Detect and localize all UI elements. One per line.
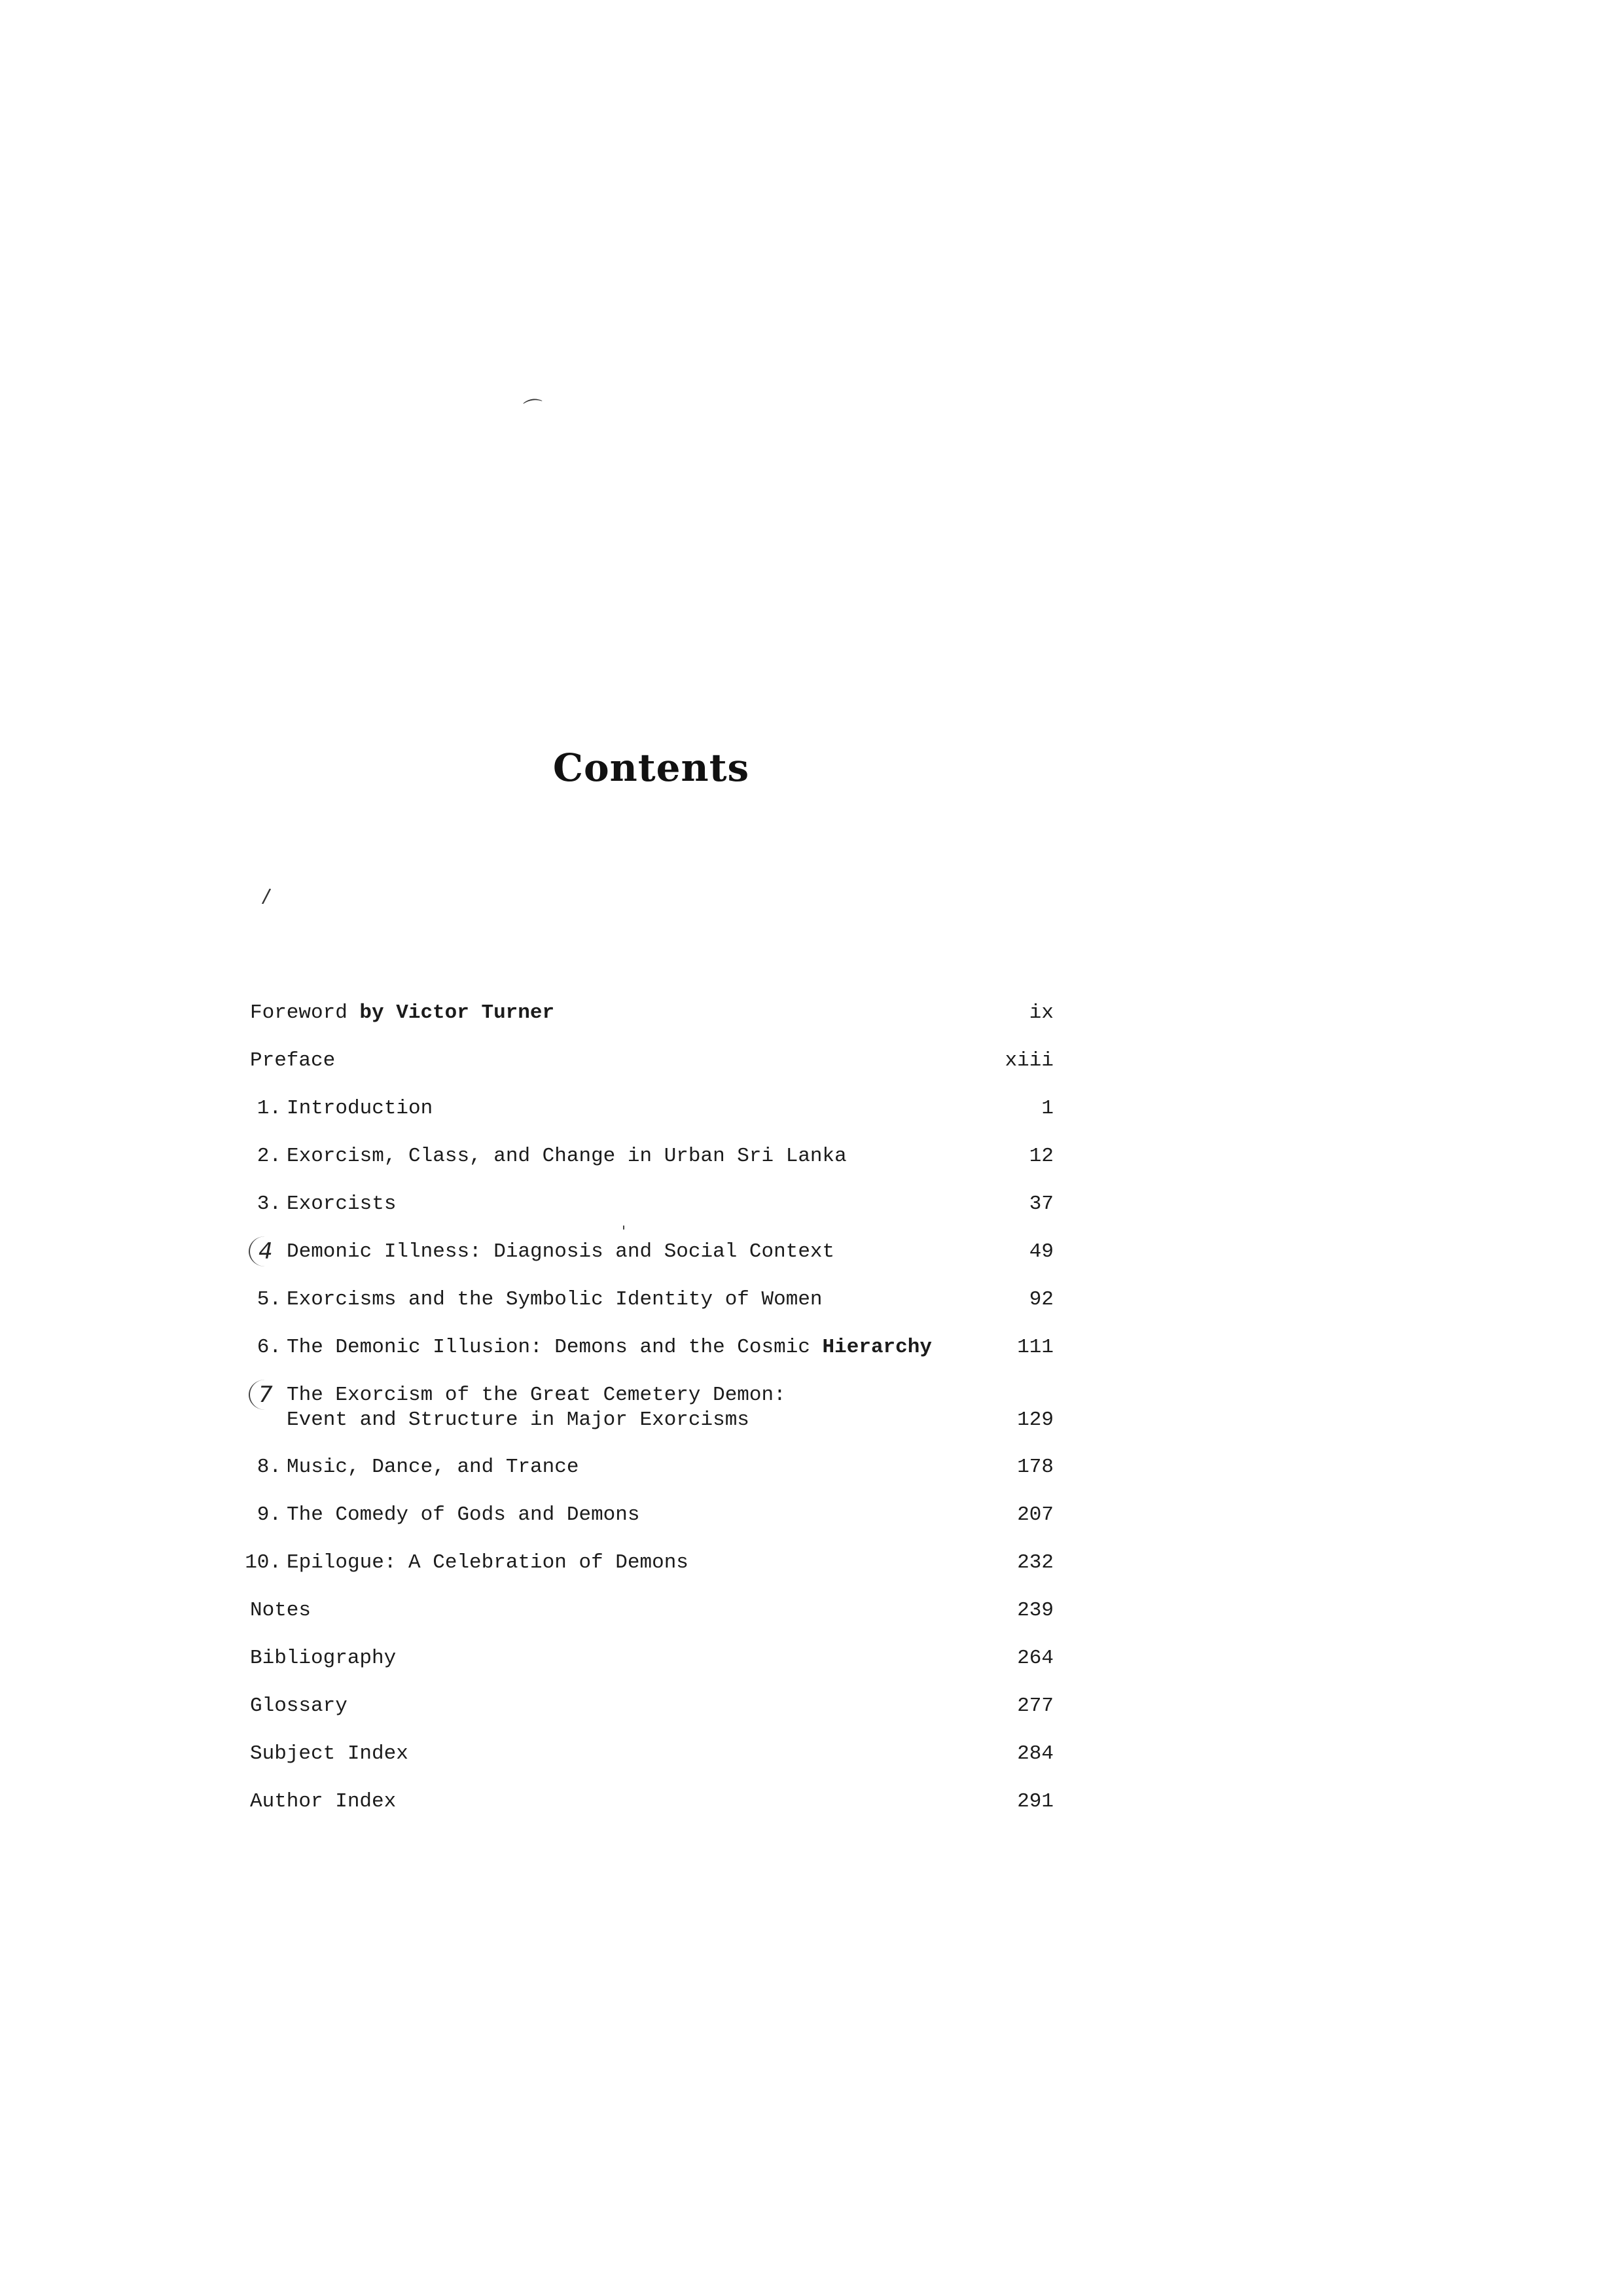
toc-entry-number: 6. xyxy=(257,1336,281,1359)
toc-entry-notes[interactable] xyxy=(236,1599,1054,1647)
toc-entry-number: 10. xyxy=(245,1551,281,1574)
stray-mark-top: ⌒ xyxy=(522,397,545,422)
toc-entry-title xyxy=(250,1001,904,1024)
toc-entry-number: 5. xyxy=(257,1288,281,1311)
toc-entry-page: 207 xyxy=(1017,1503,1054,1526)
toc-entry-title: Preface xyxy=(250,1049,336,1072)
toc-entry-page: xiii xyxy=(1005,1049,1054,1072)
toc-entry-page: 92 xyxy=(1029,1288,1054,1311)
toc-entry-title: Author Index xyxy=(250,1790,397,1813)
toc-entry-chapter-5[interactable] xyxy=(236,1288,1054,1336)
toc-entry-preface[interactable] xyxy=(236,1049,1054,1097)
toc-entry-title-main: Foreword xyxy=(250,1001,348,1024)
toc-entry-page: 264 xyxy=(1017,1647,1054,1670)
toc-entry-foreword[interactable] xyxy=(236,1001,1054,1049)
toc-entry-number: 8. xyxy=(257,1456,281,1479)
toc-entry-page: 277 xyxy=(1017,1695,1054,1717)
toc-entry-subject-index[interactable] xyxy=(236,1742,1054,1790)
toc-entry-chapter-1[interactable] xyxy=(236,1097,1054,1145)
toc-entry-page: 178 xyxy=(1017,1456,1054,1479)
toc-entry-number: 2. xyxy=(257,1145,281,1168)
toc-entry-page: 111 xyxy=(1017,1336,1054,1359)
toc-entry-title: Glossary xyxy=(250,1695,348,1717)
toc-entry-number: 3. xyxy=(257,1193,281,1215)
toc-entry-title: Demonic Illness: Diagnosis and Social Context xyxy=(287,1240,835,1263)
toc-entry-glossary[interactable] xyxy=(236,1695,1054,1742)
toc-entry-chapter-7[interactable] xyxy=(236,1384,1054,1456)
toc-entry-page: 1 xyxy=(1041,1097,1054,1120)
toc-entry-page: 291 xyxy=(1017,1790,1054,1813)
toc-entry-number: 1. xyxy=(257,1097,281,1120)
toc-entry-page: ix xyxy=(1029,1001,1054,1024)
toc-entry-chapter-4[interactable] xyxy=(236,1240,1054,1288)
toc-entry-title: Exorcists xyxy=(287,1193,397,1215)
toc-entry-title: Subject Index xyxy=(250,1742,408,1765)
toc-entry-author: by Victor Turner xyxy=(347,1001,555,1024)
toc-entry-page: 284 xyxy=(1017,1742,1054,1765)
toc-entry-chapter-8[interactable] xyxy=(236,1456,1054,1503)
toc-entry-title: Epilogue: A Celebration of Demons xyxy=(287,1551,688,1574)
toc-entry-title: Exorcisms and the Symbolic Identity of Women xyxy=(287,1288,823,1311)
toc-entry-title-bold: Hierarchy xyxy=(822,1336,932,1359)
toc-entry-number: 9. xyxy=(257,1503,281,1526)
page-title: Contents xyxy=(552,745,750,790)
toc-entry-title: The Exorcism of the Great Cemetery Demon: xyxy=(287,1384,786,1407)
table-of-contents xyxy=(236,1001,1054,1838)
toc-entry-chapter-10[interactable] xyxy=(236,1551,1054,1599)
toc-entry-title xyxy=(287,1336,941,1359)
toc-entry-chapter-3[interactable] xyxy=(236,1193,1054,1240)
toc-entry-title: Bibliography xyxy=(250,1647,397,1670)
toc-entry-chapter-6[interactable] xyxy=(236,1336,1054,1384)
toc-entry-chapter-9[interactable] xyxy=(236,1503,1054,1551)
handwritten-circled-number: 7 xyxy=(249,1380,281,1410)
toc-entry-page: 239 xyxy=(1017,1599,1054,1622)
toc-entry-page: 49 xyxy=(1029,1240,1054,1263)
stray-mark-slash: / xyxy=(261,884,272,908)
toc-entry-chapter-2[interactable] xyxy=(236,1145,1054,1193)
toc-entry-title-line2: Event and Structure in Major Exorcisms xyxy=(287,1408,749,1431)
toc-entry-title: Introduction xyxy=(287,1097,433,1120)
stray-mark-dot: ' xyxy=(622,1224,626,1240)
toc-entry-title-main: The Demonic Illusion: Demons and the Cosmic xyxy=(287,1336,823,1359)
handwritten-circled-number: 4 xyxy=(249,1236,281,1266)
toc-entry-page: 12 xyxy=(1029,1145,1054,1168)
toc-entry-title: The Comedy of Gods and Demons xyxy=(287,1503,640,1526)
toc-entry-title: Music, Dance, and Trance xyxy=(287,1456,579,1479)
toc-entry-author-index[interactable] xyxy=(236,1790,1054,1838)
toc-entry-title: Exorcism, Class, and Change in Urban Sri Lanka xyxy=(287,1145,847,1168)
toc-entry-title: Notes xyxy=(250,1599,312,1622)
toc-entry-page: 232 xyxy=(1017,1551,1054,1574)
toc-entry-page: 37 xyxy=(1029,1193,1054,1215)
toc-entry-bibliography[interactable] xyxy=(236,1647,1054,1695)
toc-entry-page: 129 xyxy=(1017,1408,1054,1431)
